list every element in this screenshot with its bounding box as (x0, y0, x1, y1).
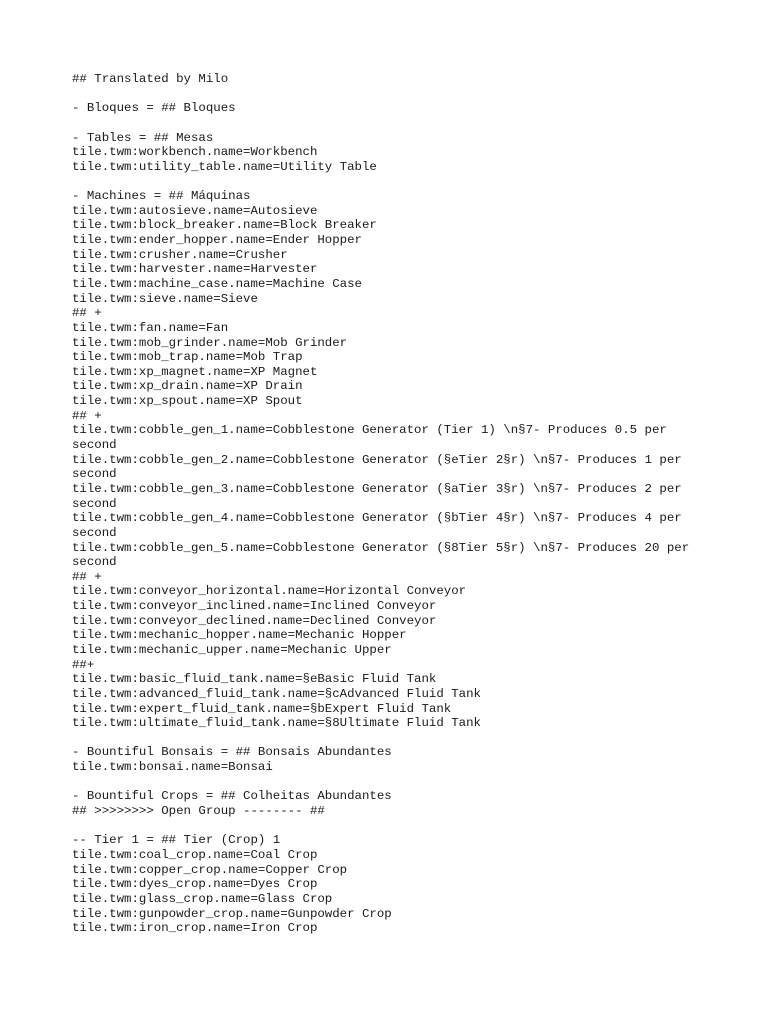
text-line: tile.twm:ultimate_fluid_tank.name=§8Ultimate Fluid Tank (72, 716, 481, 731)
text-line: tile.twm:xp_spout.name=XP Spout (72, 394, 303, 409)
text-line: tile.twm:fan.name=Fan (72, 320, 229, 335)
text-line: tile.twm:expert_fluid_tank.name=§bExpert Fluid Tank (72, 701, 452, 716)
text-line: tile.twm:cobble_gen_4.name=Cobblestone Generator (§bTier 4§r) \n§7- Produces 4 per (72, 511, 682, 526)
text-line: tile.twm:utility_table.name=Utility Table (72, 159, 377, 174)
text-line: tile.twm:autosieve.name=Autosieve (72, 203, 318, 218)
blank-line (72, 731, 732, 746)
text-line: tile.twm:advanced_fluid_tank.name=§cAdvanced Fluid Tank (72, 686, 481, 701)
text-line: - Tables = ## Mesas (72, 130, 214, 145)
text-line: second (72, 496, 117, 511)
text-line: tile.twm:block_breaker.name=Block Breaker (72, 218, 377, 233)
text-line: tile.twm:bonsai.name=Bonsai (72, 760, 273, 775)
text-line: second (72, 555, 117, 570)
text-line: tile.twm:copper_crop.name=Copper Crop (72, 862, 348, 877)
text-line: ## + (72, 408, 102, 423)
text-line: tile.twm:coal_crop.name=Coal Crop (72, 847, 318, 862)
text-line: tile.twm:conveyor_declined.name=Declined Conveyor (72, 613, 437, 628)
text-line: - Bloques = ## Bloques (72, 101, 236, 116)
text-line: tile.twm:xp_drain.name=XP Drain (72, 379, 303, 394)
text-line: second (72, 467, 117, 482)
text-line: tile.twm:dyes_crop.name=Dyes Crop (72, 877, 318, 892)
text-line: ## + (72, 569, 102, 584)
text-line: tile.twm:basic_fluid_tank.name=§eBasic Fluid Tank (72, 672, 437, 687)
text-line: - Bountiful Bonsais = ## Bonsais Abundantes (72, 745, 392, 760)
text-line: tile.twm:crusher.name=Crusher (72, 247, 288, 262)
text-line: ## >>>>>>>> Open Group -------- ## (72, 804, 325, 819)
text-line: tile.twm:sieve.name=Sieve (72, 291, 258, 306)
text-line: tile.twm:workbench.name=Workbench (72, 145, 318, 160)
text-line: tile.twm:mechanic_hopper.name=Mechanic Hopper (72, 628, 407, 643)
document-page (72, 72, 732, 936)
text-line: tile.twm:mob_trap.name=Mob Trap (72, 350, 303, 365)
text-line: tile.twm:conveyor_horizontal.name=Horizontal Conveyor (72, 584, 467, 599)
blank-line (72, 87, 732, 102)
text-line: tile.twm:mechanic_upper.name=Mechanic Upper (72, 642, 392, 657)
text-line: - Machines = ## Máquinas (72, 189, 251, 204)
text-line: - Bountiful Crops = ## Colheitas Abundantes (72, 789, 392, 804)
text-line: tile.twm:cobble_gen_1.name=Cobblestone Generator (Tier 1) \n§7- Produces 0.5 per (72, 423, 667, 438)
text-line: second (72, 525, 117, 540)
blank-line (72, 116, 732, 131)
text-line: ## Translated by Milo (72, 72, 229, 86)
blank-line (72, 819, 732, 834)
text-line: tile.twm:machine_case.name=Machine Case (72, 276, 362, 291)
text-line: tile.twm:harvester.name=Harvester (72, 262, 318, 277)
blank-line (72, 174, 732, 189)
text-line: tile.twm:xp_magnet.name=XP Magnet (72, 364, 318, 379)
text-line: tile.twm:conveyor_inclined.name=Inclined Conveyor (72, 599, 437, 614)
text-line: -- Tier 1 = ## Tier (Crop) 1 (72, 833, 281, 848)
text-line: tile.twm:mob_grinder.name=Mob Grinder (72, 335, 348, 350)
text-line: tile.twm:ender_hopper.name=Ender Hopper (72, 233, 362, 248)
text-line: tile.twm:gunpowder_crop.name=Gunpowder Crop (72, 906, 392, 921)
text-line: ## + (72, 306, 102, 321)
text-line: second (72, 438, 117, 453)
text-line: ##+ (72, 657, 95, 672)
blank-line (72, 775, 732, 790)
text-line: tile.twm:cobble_gen_5.name=Cobblestone Generator (§8Tier 5§r) \n§7- Produces 20 per (72, 540, 690, 555)
text-line: tile.twm:iron_crop.name=Iron Crop (72, 921, 318, 936)
text-line: tile.twm:glass_crop.name=Glass Crop (72, 891, 333, 906)
text-line: tile.twm:cobble_gen_3.name=Cobblestone Generator (§aTier 3§r) \n§7- Produces 2 per (72, 481, 682, 496)
text-line: tile.twm:cobble_gen_2.name=Cobblestone Generator (§eTier 2§r) \n§7- Produces 1 per (72, 452, 682, 467)
